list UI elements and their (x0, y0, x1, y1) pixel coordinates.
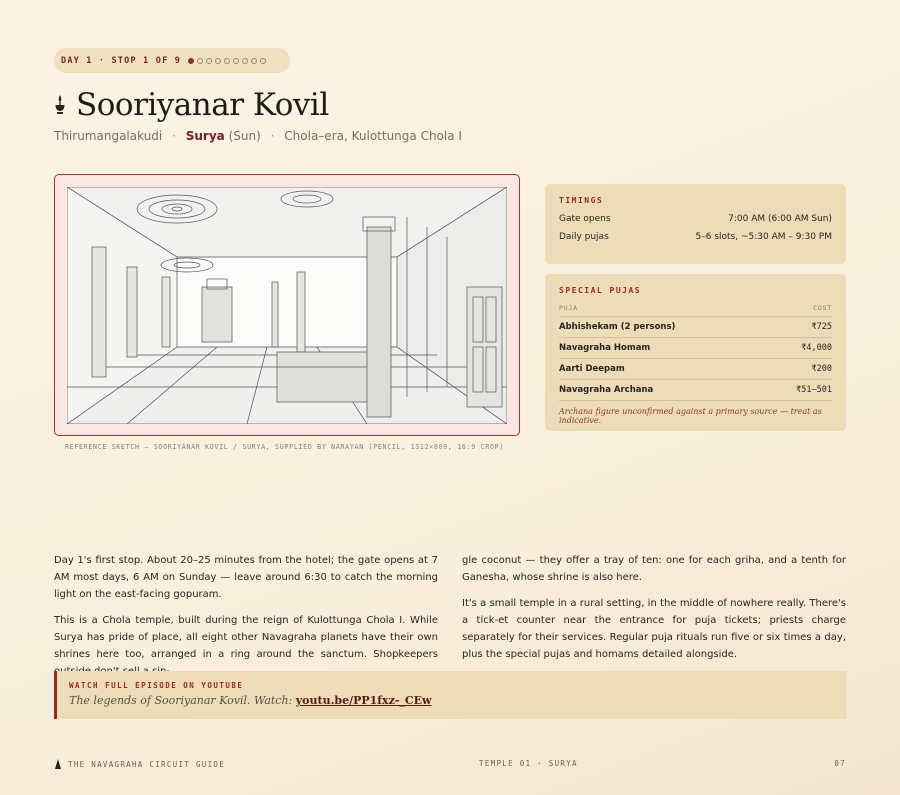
timing-row (559, 232, 832, 242)
timing-value: 5–6 slots, ~5:30 AM – 9:30 PM (695, 232, 832, 242)
body-column-left (54, 552, 438, 689)
separator: · (270, 129, 275, 143)
page-title: Sooriyanar Kovil (76, 87, 329, 123)
timing-label: Daily pujas (559, 232, 609, 242)
progress-label: DAY 1 · STOP 1 OF 9 (61, 55, 182, 66)
table-row (559, 338, 832, 359)
youtube-lead: The legends of Sooriyanar Kovil. Watch: (69, 694, 296, 707)
progress-dot (224, 58, 230, 64)
table-row (559, 380, 832, 401)
puja-name: Aarti Deepam (559, 364, 625, 374)
body-paragraph: It's a small temple in a rural setting, in the middle of nowhere really. There's a tick-et counter near the entrance for puja tickets; priests charge separately for their services. Regular puja rituals run five or six times a day, plus the special pujas and homams detailed alongside. (462, 598, 846, 660)
col-cost: COST (813, 304, 832, 312)
youtube-callout (54, 671, 846, 719)
footer-title: THE NAVAGRAHA CIRCUIT GUIDE (68, 759, 226, 769)
progress-dot (206, 58, 212, 64)
timings-heading: TIMINGS (559, 196, 604, 205)
pujas-note: Archana figure unconfirmed against a primary source — treat as indicative. (559, 407, 822, 425)
oil-lamp-icon (54, 94, 66, 116)
puja-cost: ₹51–501 (796, 385, 832, 395)
subtitle (54, 129, 462, 143)
timing-row (559, 214, 832, 224)
youtube-text (69, 694, 834, 707)
progress-pill (54, 48, 290, 73)
progress-dot (215, 58, 221, 64)
separator: · (172, 129, 176, 143)
progress-dots (188, 58, 266, 64)
footer-left (54, 759, 225, 769)
youtube-heading: WATCH FULL EPISODE ON YOUTUBE (69, 681, 244, 690)
progress-dot (260, 58, 266, 64)
timing-label: Gate opens (559, 214, 611, 224)
timings-card (545, 184, 846, 264)
figure-caption: REFERENCE SKETCH — SOORIYANAR KOVIL / SURYA, SUPPLIED BY NARAYAN (PENCIL, 1312×800, 16:9 CROP) (65, 443, 504, 451)
progress-dot-current (188, 58, 194, 64)
title-row (54, 87, 329, 123)
body-column-right (462, 552, 846, 672)
body-paragraph: Day 1's first stop. About 20–25 minutes from the hotel; the gate opens at 7 AM most days, 6 AM on Sunday — leave around 6:30 to catch the morning light on the east-facing gopuram. (54, 555, 438, 600)
temple-sketch (67, 187, 507, 424)
location: Thirumangalakudi (54, 129, 163, 143)
puja-cost: ₹725 (811, 322, 832, 332)
col-puja: PUJA (559, 304, 578, 312)
youtube-link[interactable]: youtu.be/PP1fxz-_CEw (295, 694, 432, 707)
special-pujas-card (545, 274, 846, 431)
body-paragraph: This is a Chola temple, built during the reign of Kulottunga Chola I. While Surya has pride of place, all eight other Navagraha planets have their own shrines here too, arranged in a ring around the sanctum. Shopkeepers (54, 615, 438, 660)
pujas-heading: SPECIAL PUJAS (559, 286, 642, 295)
puja-name: Navagraha Archana (559, 385, 654, 395)
deity-gloss: (Sun) (228, 129, 261, 143)
progress-dot (197, 58, 203, 64)
table-row (559, 359, 832, 380)
puja-cost: ₹4,000 (801, 343, 832, 353)
progress-dot (251, 58, 257, 64)
pujas-table-header (559, 304, 832, 317)
footer-section: TEMPLE 01 · SURYA (479, 759, 578, 768)
page-number: 07 (834, 759, 846, 768)
timing-value: 7:00 AM (6:00 AM Sun) (728, 214, 832, 224)
body-paragraph: gle coconut — they offer a tray of ten: one for each griha, and a tenth for Ganesha, whose shrine is also here. (462, 555, 846, 583)
progress-dot (242, 58, 248, 64)
puja-name: Abhishekam (2 persons) (559, 322, 676, 332)
era: Chola–era, Kulottunga Chola I (284, 129, 462, 143)
deity-name: Surya (185, 129, 225, 143)
table-row (559, 317, 832, 338)
puja-cost: ₹200 (811, 364, 832, 374)
progress-dot (233, 58, 239, 64)
puja-name: Navagraha Homam (559, 343, 651, 353)
gopuram-icon (54, 759, 62, 769)
reference-figure (54, 174, 520, 436)
